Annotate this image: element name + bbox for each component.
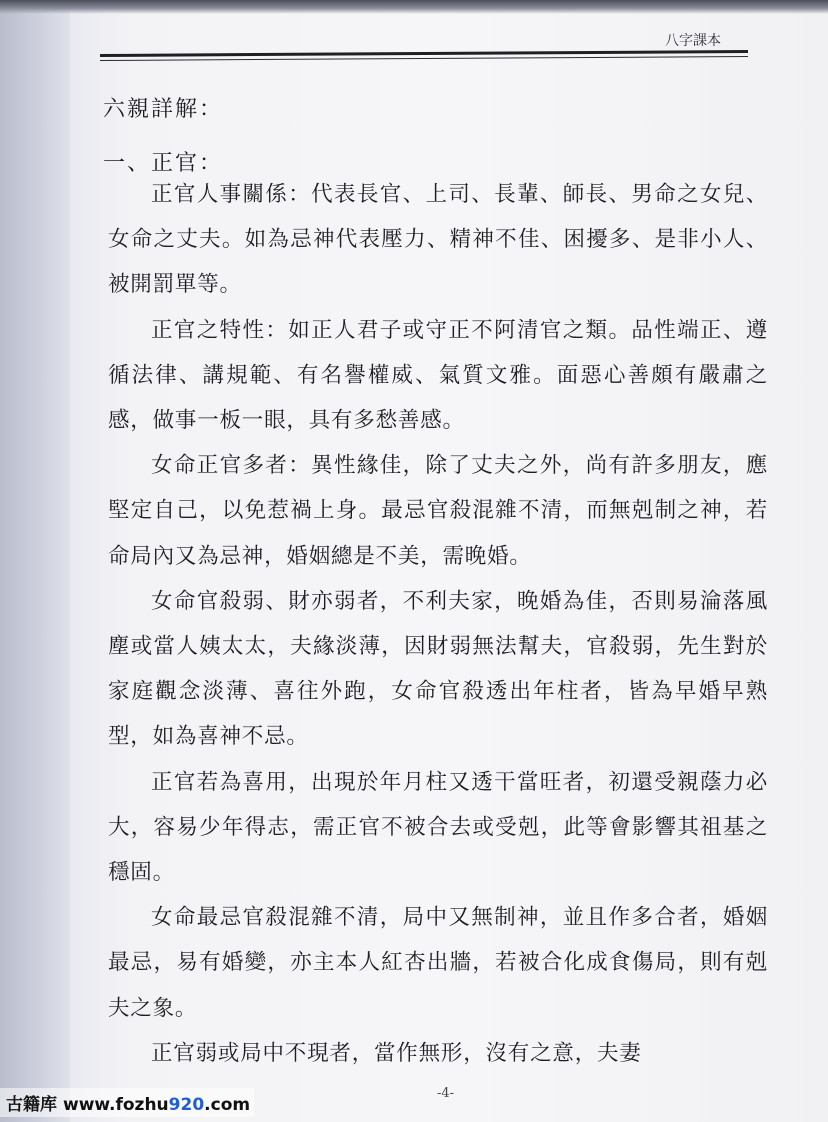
watermark-brand: 古籍库	[6, 1095, 57, 1115]
paragraph: 正官之特性：如正人君子或守正不阿清官之類。品性端正、遵循法律、講規範、有名譽權威、氣質文雅。面惡心善頗有嚴肅之感，做事一板一眼，具有多愁善感。	[108, 317, 768, 434]
page-number: -4-	[437, 1086, 455, 1101]
subsection-title: 一、正官：	[103, 151, 224, 176]
paragraph: 女命正官多者：異性緣佳，除了丈夫之外，尚有許多朋友，應堅定自己，以免惹禍上身。最忌官殺混雜不清，而無剋制之神，若命局內又為忌神，婚姻總是不美，需晚婚。	[108, 453, 768, 569]
paragraph: 正官若為喜用，出現於年月柱又透干當旺者，初還受親蔭力必大，容易少年得志，需正官不被合去或受剋，此等會影響其祖基之穩固。	[108, 769, 768, 886]
watermark-url-accent: 920	[168, 1095, 205, 1115]
paragraph: 女命官殺弱、財亦弱者，不利夫家，晚婚為佳，否則易淪落風塵或當人姨太太，夫緣淡薄，因財弱無法幫夫，官殺弱，先生對於家庭觀念淡薄、喜往外跑，女命官殺透出年柱者，皆為早婚早熟型，如為喜神不忌。	[108, 588, 768, 750]
site-watermark	[0, 1088, 254, 1117]
watermark-url-suffix: .com	[204, 1095, 251, 1115]
running-header: 八字課本	[665, 33, 721, 49]
section-title: 六親詳解：	[103, 97, 224, 122]
body-text	[108, 172, 768, 1076]
scan-top-shadow	[0, 0, 828, 14]
paragraph: 正官弱或局中不現者，當作無形，沒有之意，夫妻	[151, 1040, 642, 1066]
paragraph: 女命最忌官殺混雜不清，局中又無制神，並且作多合者，婚姻最忌，易有婚變，亦主本人紅杏出牆，若被合化成食傷局，則有剋夫之象。	[108, 905, 768, 1021]
watermark-url-prefix: www.fozhu	[63, 1095, 169, 1115]
book-gutter	[0, 0, 76, 1122]
paragraph: 正官人事關係：代表長官、上司、長輩、師長、男命之女兒、女命之丈夫。如為忌神代表壓力、精神不佳、困擾多、是非小人、被開罰單等。	[108, 182, 768, 298]
